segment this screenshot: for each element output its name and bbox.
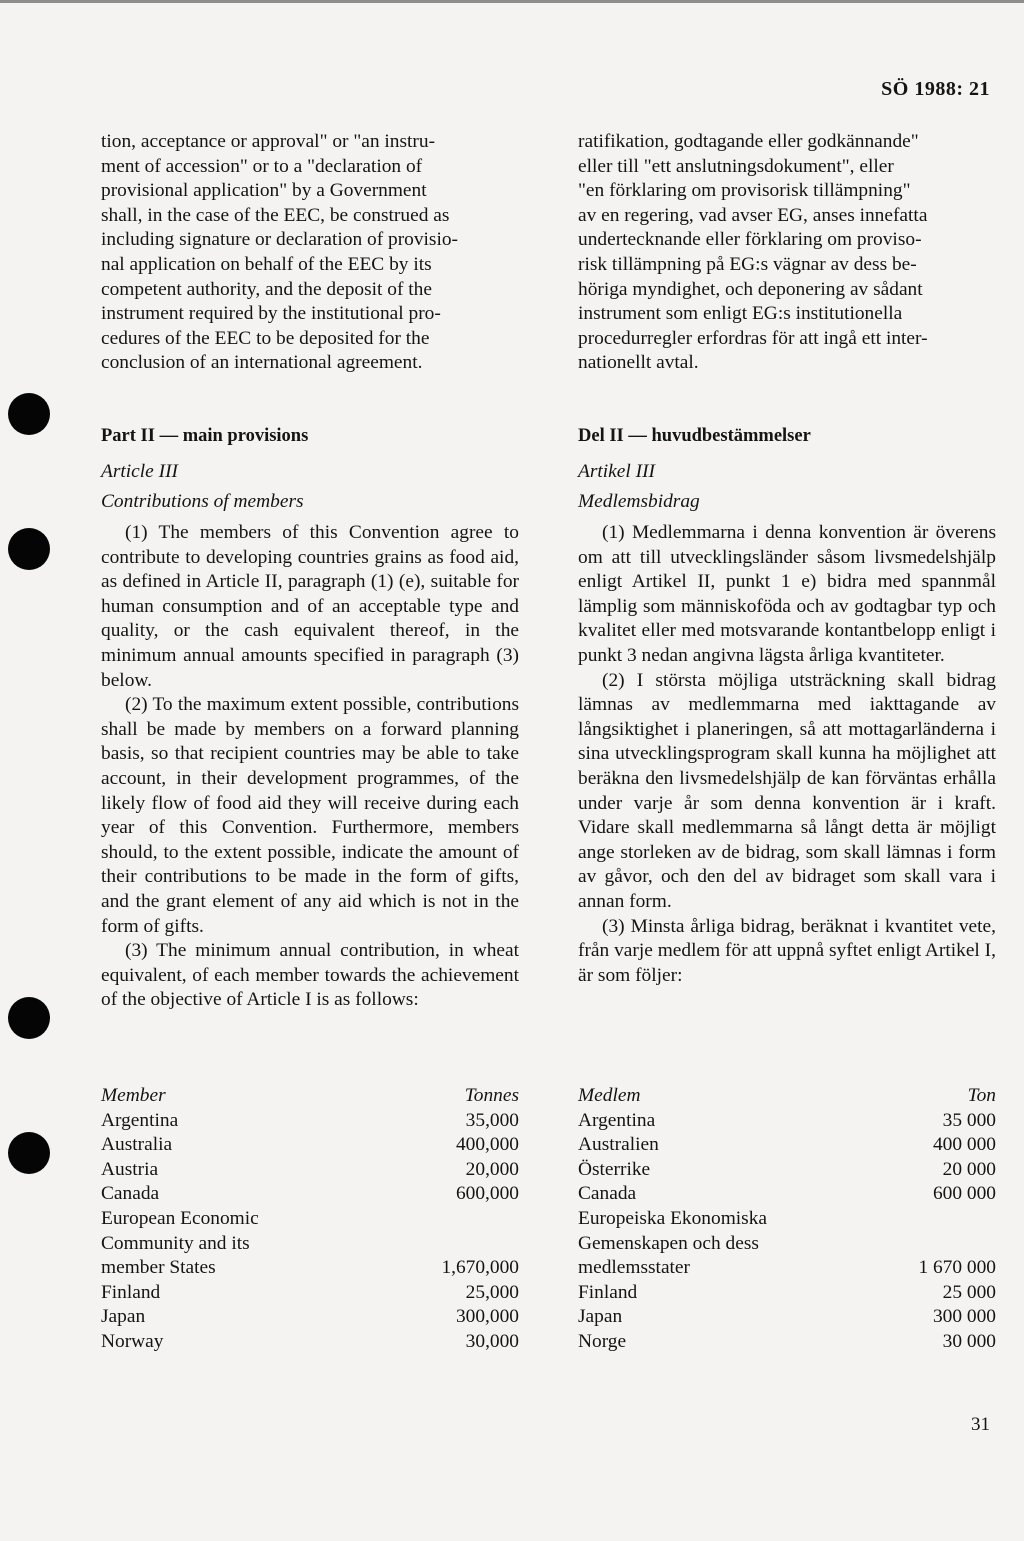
paragraph-2-en: (2) To the maximum extent possible, contributions shall be made by members on a forward planning basis, so that recipient countries may be able to take account, in their development programmes, of the likely flow of food aid they will receive during each year of this Convention. Furthermore, members should, to the extent possible, indicate the amount of their contributions to be made in the form of gifts, and the grant element of any aid which is not in the form of gifts. (101, 694, 519, 937)
intro-line: tion, acceptance or approval" or "an instru- (101, 131, 436, 152)
table-header (578, 1084, 996, 1109)
member-name: Austria (101, 1158, 159, 1180)
tonnes-value: 400 000 (932, 1134, 996, 1156)
unit-column-header: Ton (967, 1085, 996, 1106)
contributions-table-sv (578, 1084, 996, 1355)
intro-line: procedurregler erfordras för att ingå ett inter- (578, 327, 928, 349)
table-row (101, 1133, 519, 1158)
member-name: Gemenskapen och dess (578, 1232, 759, 1254)
member-name: European Economic (101, 1207, 259, 1229)
tonnes-value: 1 670 000 (918, 1257, 996, 1279)
scan-edge (0, 0, 1024, 3)
intro-line: conclusion of an international agreement. (101, 352, 423, 374)
paragraph-3-en: (3) The minimum annual contribution, in wheat equivalent, of each member towards the achievement of the objective of Article I is as follows: (101, 940, 519, 1011)
tonnes-value: 300,000 (455, 1306, 519, 1328)
tonnes-value: 25 000 (942, 1281, 996, 1303)
paragraph-1-en: (1) The members of this Convention agree to contribute to developing countries grains as food aid, as defined in Article II, paragraph (1) (e), suitable for human consumption and of an acceptable type and quality, or the cash equivalent thereof, in the minimum annual amounts specified in paragraph (3) below. (101, 522, 519, 691)
tonnes-value: 300 000 (932, 1306, 996, 1328)
intro-line: eller till "ett anslutningsdokument", eller (578, 155, 894, 177)
member-name: Norway (101, 1330, 164, 1352)
table-row (578, 1109, 996, 1134)
table-row (578, 1158, 996, 1183)
table-row (101, 1305, 519, 1330)
table-row (578, 1281, 996, 1306)
intro-line: undertecknande eller förklaring om proviso- (578, 229, 922, 251)
unit-column-header: Tonnes (464, 1085, 519, 1106)
member-name: Canada (101, 1183, 160, 1205)
table-row (101, 1207, 519, 1232)
intro-line: instrument som enligt EG:s institutionella (578, 303, 903, 325)
table-row (101, 1158, 519, 1183)
table-row (578, 1330, 996, 1355)
intro-line: cedures of the EEC to be deposited for the (101, 327, 430, 349)
tonnes-value: 30 000 (942, 1330, 996, 1352)
member-name: Argentina (578, 1109, 656, 1131)
intro-line: av en regering, vad avser EG, anses innefatta (578, 204, 928, 226)
intro-line: including signature or declaration of provisio- (101, 229, 459, 251)
intro-line: nationellt avtal. (578, 352, 699, 374)
table-row (578, 1133, 996, 1158)
member-column-header: Member (101, 1085, 166, 1106)
part-heading-en: Part II — main provisions (101, 426, 309, 446)
table-row (578, 1232, 996, 1257)
english-body (101, 521, 519, 1013)
table-row (578, 1305, 996, 1330)
article-title-en: Contributions of members (101, 491, 304, 512)
member-name: Community and its (101, 1232, 250, 1254)
intro-line: instrument required by the institutional pro- (101, 303, 441, 325)
english-intro (101, 130, 519, 376)
tonnes-value: 20 000 (942, 1158, 996, 1180)
tonnes-value: 600,000 (455, 1183, 519, 1205)
table-row (578, 1182, 996, 1207)
member-name: Australien (578, 1134, 659, 1156)
table-row (101, 1256, 519, 1281)
contributions-table-en (101, 1084, 519, 1355)
intro-line: shall, in the case of the EEC, be construed as (101, 204, 450, 226)
paragraph-3-sv: (3) Minsta årliga bidrag, beräknat i kvantitet vete, från varje medlem för att uppnå syftet enligt Artikel I, är som följer: (578, 915, 996, 986)
tonnes-value: 30,000 (465, 1330, 519, 1352)
member-name: member States (101, 1257, 216, 1279)
table-row (101, 1182, 519, 1207)
intro-line: nal application on behalf of the EEC by its (101, 253, 432, 275)
table-row (578, 1207, 996, 1232)
article-label-en: Article III (101, 461, 178, 482)
paragraph-1-sv: (1) Medlemmarna i denna konvention är överens om att till utvecklingsländer såsom livsmedelshjälp enligt Artikel II, punkt 1 e) bidra med spannmål lämplig som människoföda och av godtagbar typ och kvalitet eller med motsvarande kontantbelopp enligt i punkt 3 nedan angivna lägsta årliga kvantiteter. (578, 522, 996, 666)
table-row (101, 1109, 519, 1134)
tonnes-value: 20,000 (465, 1158, 519, 1180)
document-reference: SÖ 1988: 21 (881, 78, 990, 100)
intro-line: ratifikation, godtagande eller godkännande" (578, 131, 919, 152)
table-header (101, 1084, 519, 1109)
intro-line: ment of accession" or to a "declaration of (101, 155, 423, 177)
tonnes-value: 400,000 (455, 1134, 519, 1156)
article-title-sv: Medlemsbidrag (578, 491, 700, 512)
punch-hole (8, 393, 50, 435)
member-name: Japan (578, 1306, 623, 1328)
intro-line: höriga myndighet, och deponering av sådant (578, 278, 923, 300)
table-row (101, 1281, 519, 1306)
punch-hole (8, 997, 50, 1039)
member-name: Finland (578, 1281, 638, 1303)
page-number: 31 (971, 1414, 990, 1435)
member-name: Japan (101, 1306, 146, 1328)
tonnes-value: 35 000 (942, 1109, 996, 1131)
table-row (578, 1256, 996, 1281)
punch-hole (8, 528, 50, 570)
article-label-sv: Artikel III (578, 461, 655, 482)
member-column-header: Medlem (578, 1085, 641, 1106)
table-row (101, 1232, 519, 1257)
member-name: Österrike (578, 1158, 651, 1180)
member-name: Finland (101, 1281, 161, 1303)
paragraph-2-sv: (2) I största möjliga utsträckning skall bidrag lämnas av medlemmarna med iakttagande av långsiktighet i planeringen, så att mottagarländerna i sina utvecklingsprogram skall kunna ha möjlighet att beräkna den livsmedelshjälp de kan förväntas erhålla under varje år som denna konvention är i kraft. Vidare skall medlemmarna så långt detta är möjligt ange storleken av de bidrag, som skall lämnas i form av gåvor, och den del av bidraget som skall vara i annan form. (578, 669, 996, 912)
swedish-intro (578, 130, 996, 376)
table-row (101, 1330, 519, 1355)
member-name: Argentina (101, 1109, 179, 1131)
tonnes-value: 25,000 (465, 1281, 519, 1303)
member-name: Australia (101, 1134, 173, 1156)
intro-line: "en förklaring om provisorisk tillämpning" (578, 180, 911, 202)
swedish-body (578, 521, 996, 988)
tonnes-value: 600 000 (932, 1183, 996, 1205)
intro-line: risk tillämpning på EG:s vägnar av dess be- (578, 253, 917, 275)
punch-hole (8, 1132, 50, 1174)
part-heading-sv: Del II — huvudbestämmelser (578, 426, 811, 446)
member-name: Europeiska Ekonomiska (578, 1207, 768, 1229)
member-name: Canada (578, 1183, 637, 1205)
tonnes-value: 35,000 (465, 1109, 519, 1131)
member-name: Norge (578, 1330, 627, 1352)
tonnes-value: 1,670,000 (441, 1257, 519, 1279)
member-name: medlemsstater (578, 1257, 690, 1279)
intro-line: provisional application" by a Government (101, 180, 427, 202)
intro-line: competent authority, and the deposit of the (101, 278, 432, 300)
